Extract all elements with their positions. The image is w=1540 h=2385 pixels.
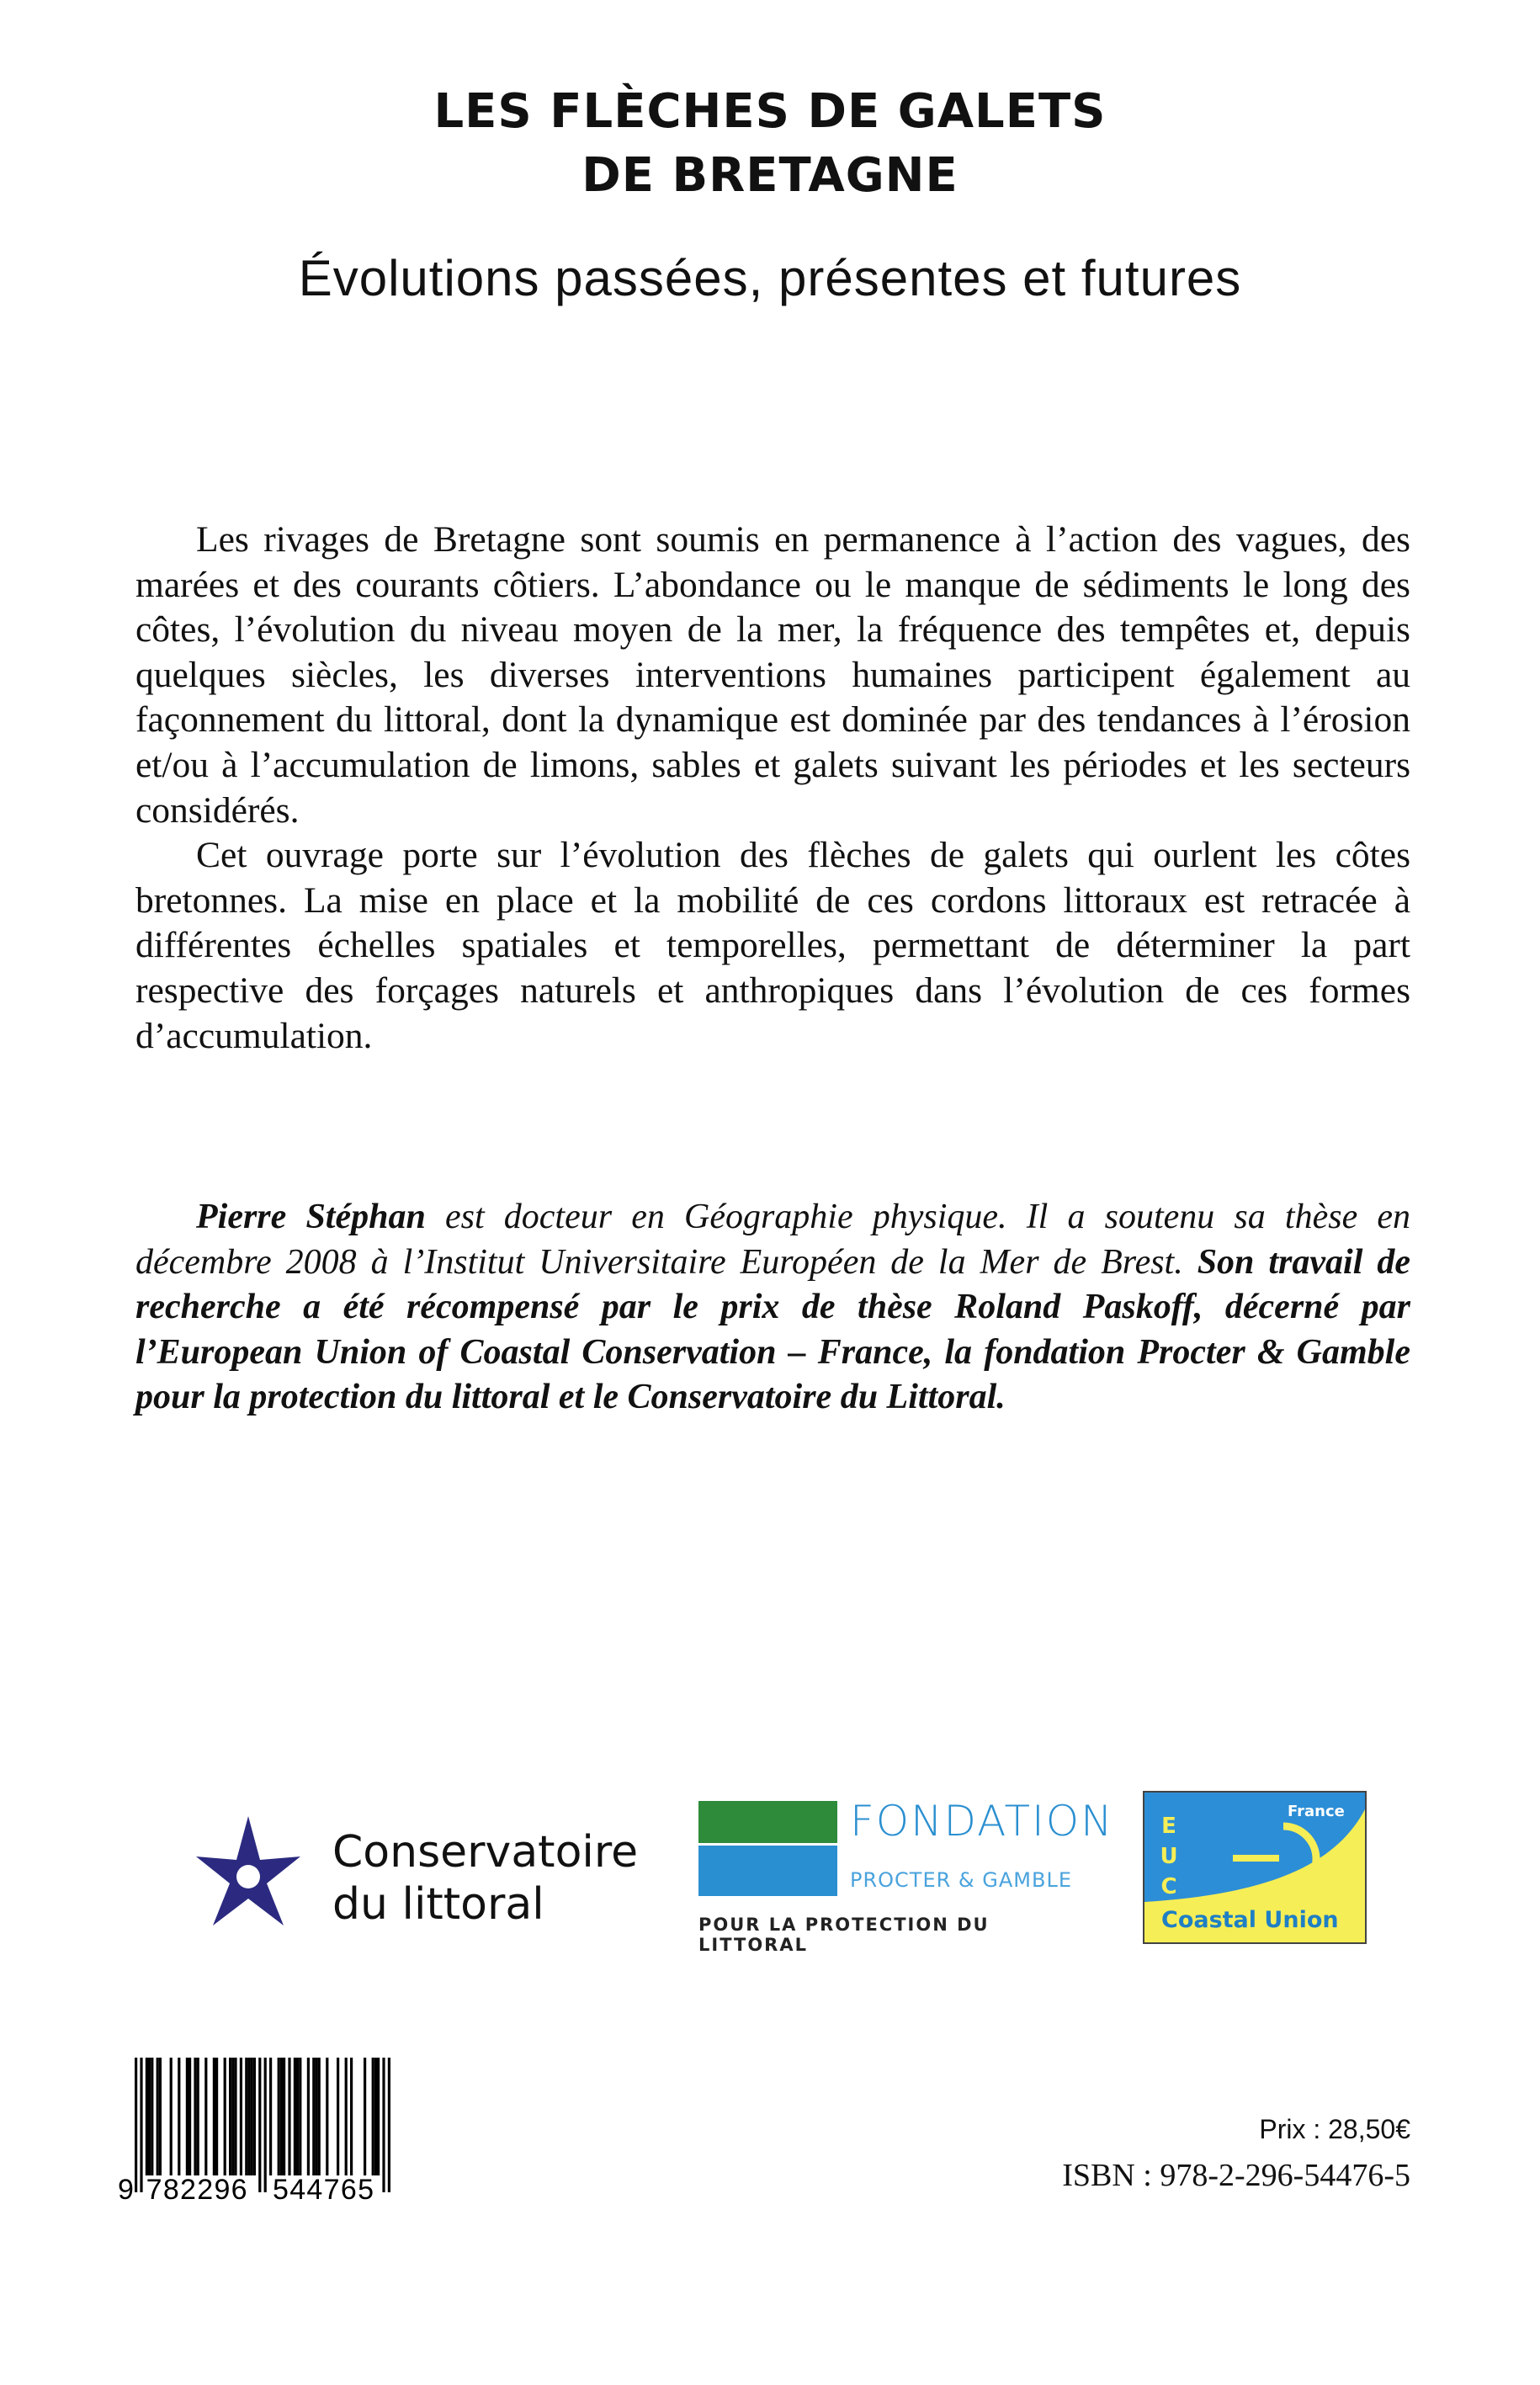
fondation-procter-gamble-logo <box>698 1797 1114 1955</box>
author-award: Son travail de recherche a été récompensé par le prix de thèse Roland Paskoff, décerné par l’European Union of Coastal Conservation – France, la fondation Procter & Gamble pour la protection du littoral et le Conservatoire du Littoral. <box>135 1242 1410 1417</box>
isbn: ISBN : 978-2-296-54476-5 <box>1062 2158 1410 2193</box>
euc-c: C <box>1160 1874 1177 1899</box>
barcode-bar <box>251 2058 253 2175</box>
author-name: Pierre Stéphan <box>196 1198 426 1236</box>
barcode-bar <box>364 2058 366 2175</box>
euc-e: E <box>1161 1814 1176 1839</box>
euc-coastal-union: Coastal Union <box>1161 1907 1339 1933</box>
barcode-bar <box>247 2058 250 2175</box>
barcode-bar <box>194 2058 196 2175</box>
summary-paragraph: Cet ouvrage porte sur l’évolution des flèches de galets qui ourlent les côtes bretonnes. La mise en place et la mobilité de ces cordons littoraux est retracée à différentes échelles spatiales et temporelles, permettant de déterminer la part respective des forçages naturels et anthropiques dans l’évolution de ces formes d’accumulation. <box>135 835 1410 1056</box>
barcode-bar <box>245 2058 247 2175</box>
author-bio-text: est docteur en Géographie physique. Il a soutenu sa thèse en décembre 2008 à l’Institut Universitaire Européen de la Mer de Brest. <box>135 1198 1410 1282</box>
barcode-bars <box>118 2058 421 2201</box>
barcode-digits: 782296 <box>146 2174 247 2201</box>
barcode-bar <box>159 2058 162 2175</box>
barcode-bar <box>318 2058 321 2175</box>
barcode-bar <box>374 2058 377 2175</box>
barcode-bar <box>326 2058 328 2175</box>
book-subtitle: Évolutions passées, présentes et futures <box>298 250 1242 306</box>
barcode-bar <box>278 2058 280 2175</box>
barcode-bar <box>135 2058 137 2192</box>
barcode <box>118 2058 421 2201</box>
barcode-bar <box>204 2058 207 2175</box>
barcode-bar <box>178 2058 180 2175</box>
barcode-bar <box>213 2058 215 2175</box>
barcode-bar <box>382 2058 385 2192</box>
barcode-bar <box>337 2058 339 2175</box>
title-line-2: DE BRETAGNE <box>581 148 959 203</box>
barcode-bar <box>140 2058 142 2192</box>
barcode-digits: 544765 <box>273 2174 374 2201</box>
barcode-bar <box>296 2058 299 2175</box>
conservatoire-line-1: Conservatoire <box>332 1827 639 1878</box>
barcode-bar <box>372 2058 374 2175</box>
euc-letters <box>1160 1811 1178 1902</box>
barcode-bar <box>345 2058 348 2175</box>
barcode-bar <box>234 2058 236 2175</box>
euc-u: U <box>1160 1844 1178 1869</box>
star-flower-icon <box>181 1814 316 1940</box>
barcode-bar <box>307 2058 310 2175</box>
summary <box>135 518 1410 1059</box>
conservatoire-line-2: du littoral <box>332 1879 544 1930</box>
green-block <box>698 1801 837 1843</box>
euc-france: France <box>1288 1803 1345 1820</box>
barcode-bar <box>229 2058 231 2175</box>
barcode-bar <box>283 2058 285 2175</box>
barcode-bar <box>146 2058 148 2175</box>
euc-logo <box>1143 1791 1367 1944</box>
barcode-bar <box>388 2058 390 2192</box>
barcode-bar <box>312 2058 315 2175</box>
barcode-bar <box>294 2058 296 2175</box>
barcode-bar <box>148 2058 151 2175</box>
author-bio <box>135 1195 1410 1421</box>
title-line-1: LES FLÈCHES DE GALETS <box>433 84 1107 139</box>
barcode-bar <box>377 2058 380 2175</box>
barcode-bar <box>151 2058 153 2175</box>
conservatoire-logo <box>181 1814 669 1940</box>
book-title <box>0 80 1540 208</box>
barcode-bar <box>315 2058 317 2175</box>
barcode-bar <box>269 2058 272 2175</box>
barcode-bar <box>280 2058 283 2175</box>
barcode-bar <box>240 2058 242 2175</box>
barcode-bar <box>215 2058 218 2175</box>
barcode-digits: 9 <box>118 2174 134 2201</box>
barcode-bar <box>170 2058 173 2175</box>
barcode-bar <box>264 2058 267 2192</box>
barcode-bar <box>231 2058 234 2175</box>
barcode-bar <box>189 2058 191 2175</box>
protection-tagline: POUR LA PROTECTION DU LITTORAL <box>698 1915 990 1955</box>
summary-paragraph: Les rivages de Bretagne sont soumis en permanence à l’action des vagues, des marées et des courants côtiers. L’abondance ou le manque de sédiments le long des côtes, l’évolution du niveau moyen de la mer, la fréquence des tempêtes et, depuis quelques siècles, les diverses interventions humaines participent également au façonnement du littoral, dont la dynamique est dominée par des tendances à l’érosion et/ou à l’accumulation de limons, sables et galets suivant les périodes et les secteurs considérés. <box>135 519 1410 831</box>
barcode-bar <box>224 2058 226 2175</box>
barcode-bar <box>299 2058 301 2175</box>
fondation-text: FONDATION <box>850 1797 1114 1846</box>
barcode-bar <box>253 2058 256 2175</box>
barcode-bar <box>288 2058 290 2175</box>
price: Prix : 28,50€ <box>1259 2114 1410 2144</box>
barcode-bar <box>350 2058 353 2175</box>
blue-block <box>698 1846 837 1896</box>
barcode-bar <box>157 2058 159 2175</box>
procter-gamble-text: PROCTER & GAMBLE <box>850 1868 1072 1892</box>
barcode-bar <box>258 2058 261 2192</box>
barcode-bar <box>186 2058 189 2175</box>
barcode-bar <box>197 2058 199 2175</box>
